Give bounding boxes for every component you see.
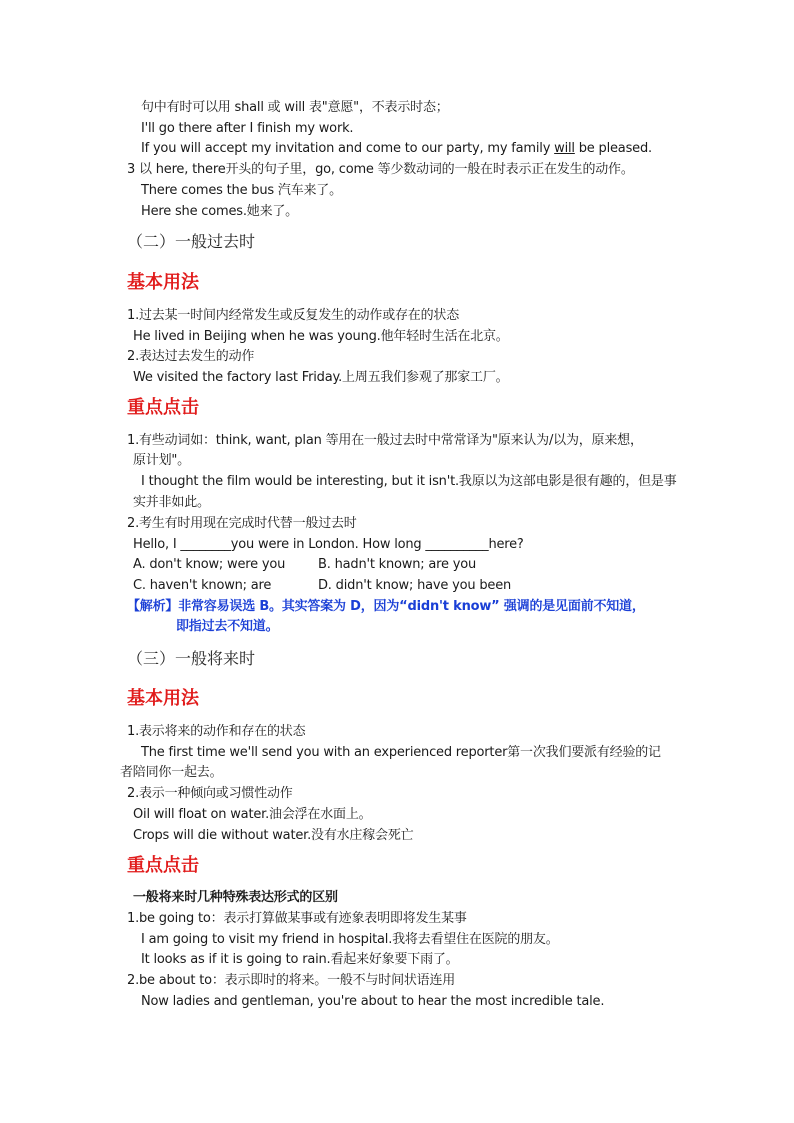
text-line: 2.be about to：表示即时的将来。一般不与时间状语连用 [127, 973, 456, 988]
quiz-option-c: C. haven't known; are [133, 578, 272, 593]
subheading: 一般将来时几种特殊表达形式的区别 [133, 890, 338, 905]
quiz-option-d: D. didn't know; have you been [318, 578, 512, 593]
text-line: 1.过去某一时间内经常发生或反复发生的动作或存在的状态 [127, 308, 460, 323]
example-sentence: We visited the factory last Friday.上周五我们参观了那家工厂。 [133, 370, 509, 385]
example-sentence: Now ladies and gentleman, you're about to hear the most incredible tale. [141, 994, 605, 1009]
text-line: 原计划"。 [133, 453, 190, 468]
example-sentence: Here she comes.她来了。 [141, 204, 298, 219]
quiz-option-b: B. hadn't known; are you [318, 557, 477, 572]
text-line: 1.有些动词如：think, want, plan 等用在一般过去时中常常译为"原来认为/以为，原来想， [127, 433, 643, 448]
heading-basic-usage: 基本用法 [127, 272, 199, 293]
text-line: 2.考生有时用现在完成时代替一般过去时 [127, 516, 357, 531]
heading-key-points: 重点点击 [127, 855, 199, 876]
text-line: 句中有时可以用 shall 或 will 表"意愿"，不表示时态； [141, 100, 449, 115]
analysis-text: 【解析】非常容易误选 B。其实答案为 D，因为“didn't know” 强调的是见面前不知道， [127, 599, 645, 614]
section-title-future-tense: （三）一般将来时 [127, 649, 256, 668]
example-sentence: If you will accept my invitation and come to our party, my family will be pleased. [141, 141, 652, 156]
text-line: 实并非如此。 [133, 495, 210, 510]
heading-basic-usage: 基本用法 [127, 688, 199, 709]
analysis-text: 即指过去不知道。 [176, 619, 279, 634]
text-line: 3 以 here, there开头的句子里，go, come 等少数动词的一般在时表示正在发生的动作。 [127, 162, 634, 177]
text-line: 2.表达过去发生的动作 [127, 349, 255, 364]
text-line: 1.表示将来的动作和存在的状态 [127, 724, 306, 739]
example-sentence: I thought the film would be interesting, but it isn't.我原以为这部电影是很有趣的，但是事 [141, 474, 677, 489]
example-sentence: He lived in Beijing when he was young.他年轻时生活在北京。 [133, 329, 509, 344]
example-sentence: It looks as if it is going to rain.看起来好象要下雨了。 [141, 952, 459, 967]
example-sentence: The first time we'll send you with an experienced reporter第一次我们要派有经验的记 [141, 745, 661, 760]
text-line: 2.表示一种倾向或习惯性动作 [127, 786, 293, 801]
text-line: 1.be going to：表示打算做某事或有迹象表明即将发生某事 [127, 911, 467, 926]
example-sentence: 者陪同你一起去。 [120, 765, 223, 780]
section-title-past-tense: （二）一般过去时 [127, 232, 256, 251]
example-sentence: I'll go there after I finish my work. [141, 121, 354, 136]
example-sentence: I am going to visit my friend in hospital.我将去看望住在医院的朋友。 [141, 932, 559, 947]
example-sentence: Oil will float on water.油会浮在水面上。 [133, 807, 372, 822]
heading-key-points: 重点点击 [127, 397, 199, 418]
example-sentence: There comes the bus 汽车来了。 [141, 183, 342, 198]
example-sentence: Crops will die without water.没有水庄稼会死亡 [133, 828, 414, 843]
quiz-question: Hello, I ________you were in London. How long __________here? [133, 537, 524, 552]
quiz-option-a: A. don't know; were you [133, 557, 286, 572]
